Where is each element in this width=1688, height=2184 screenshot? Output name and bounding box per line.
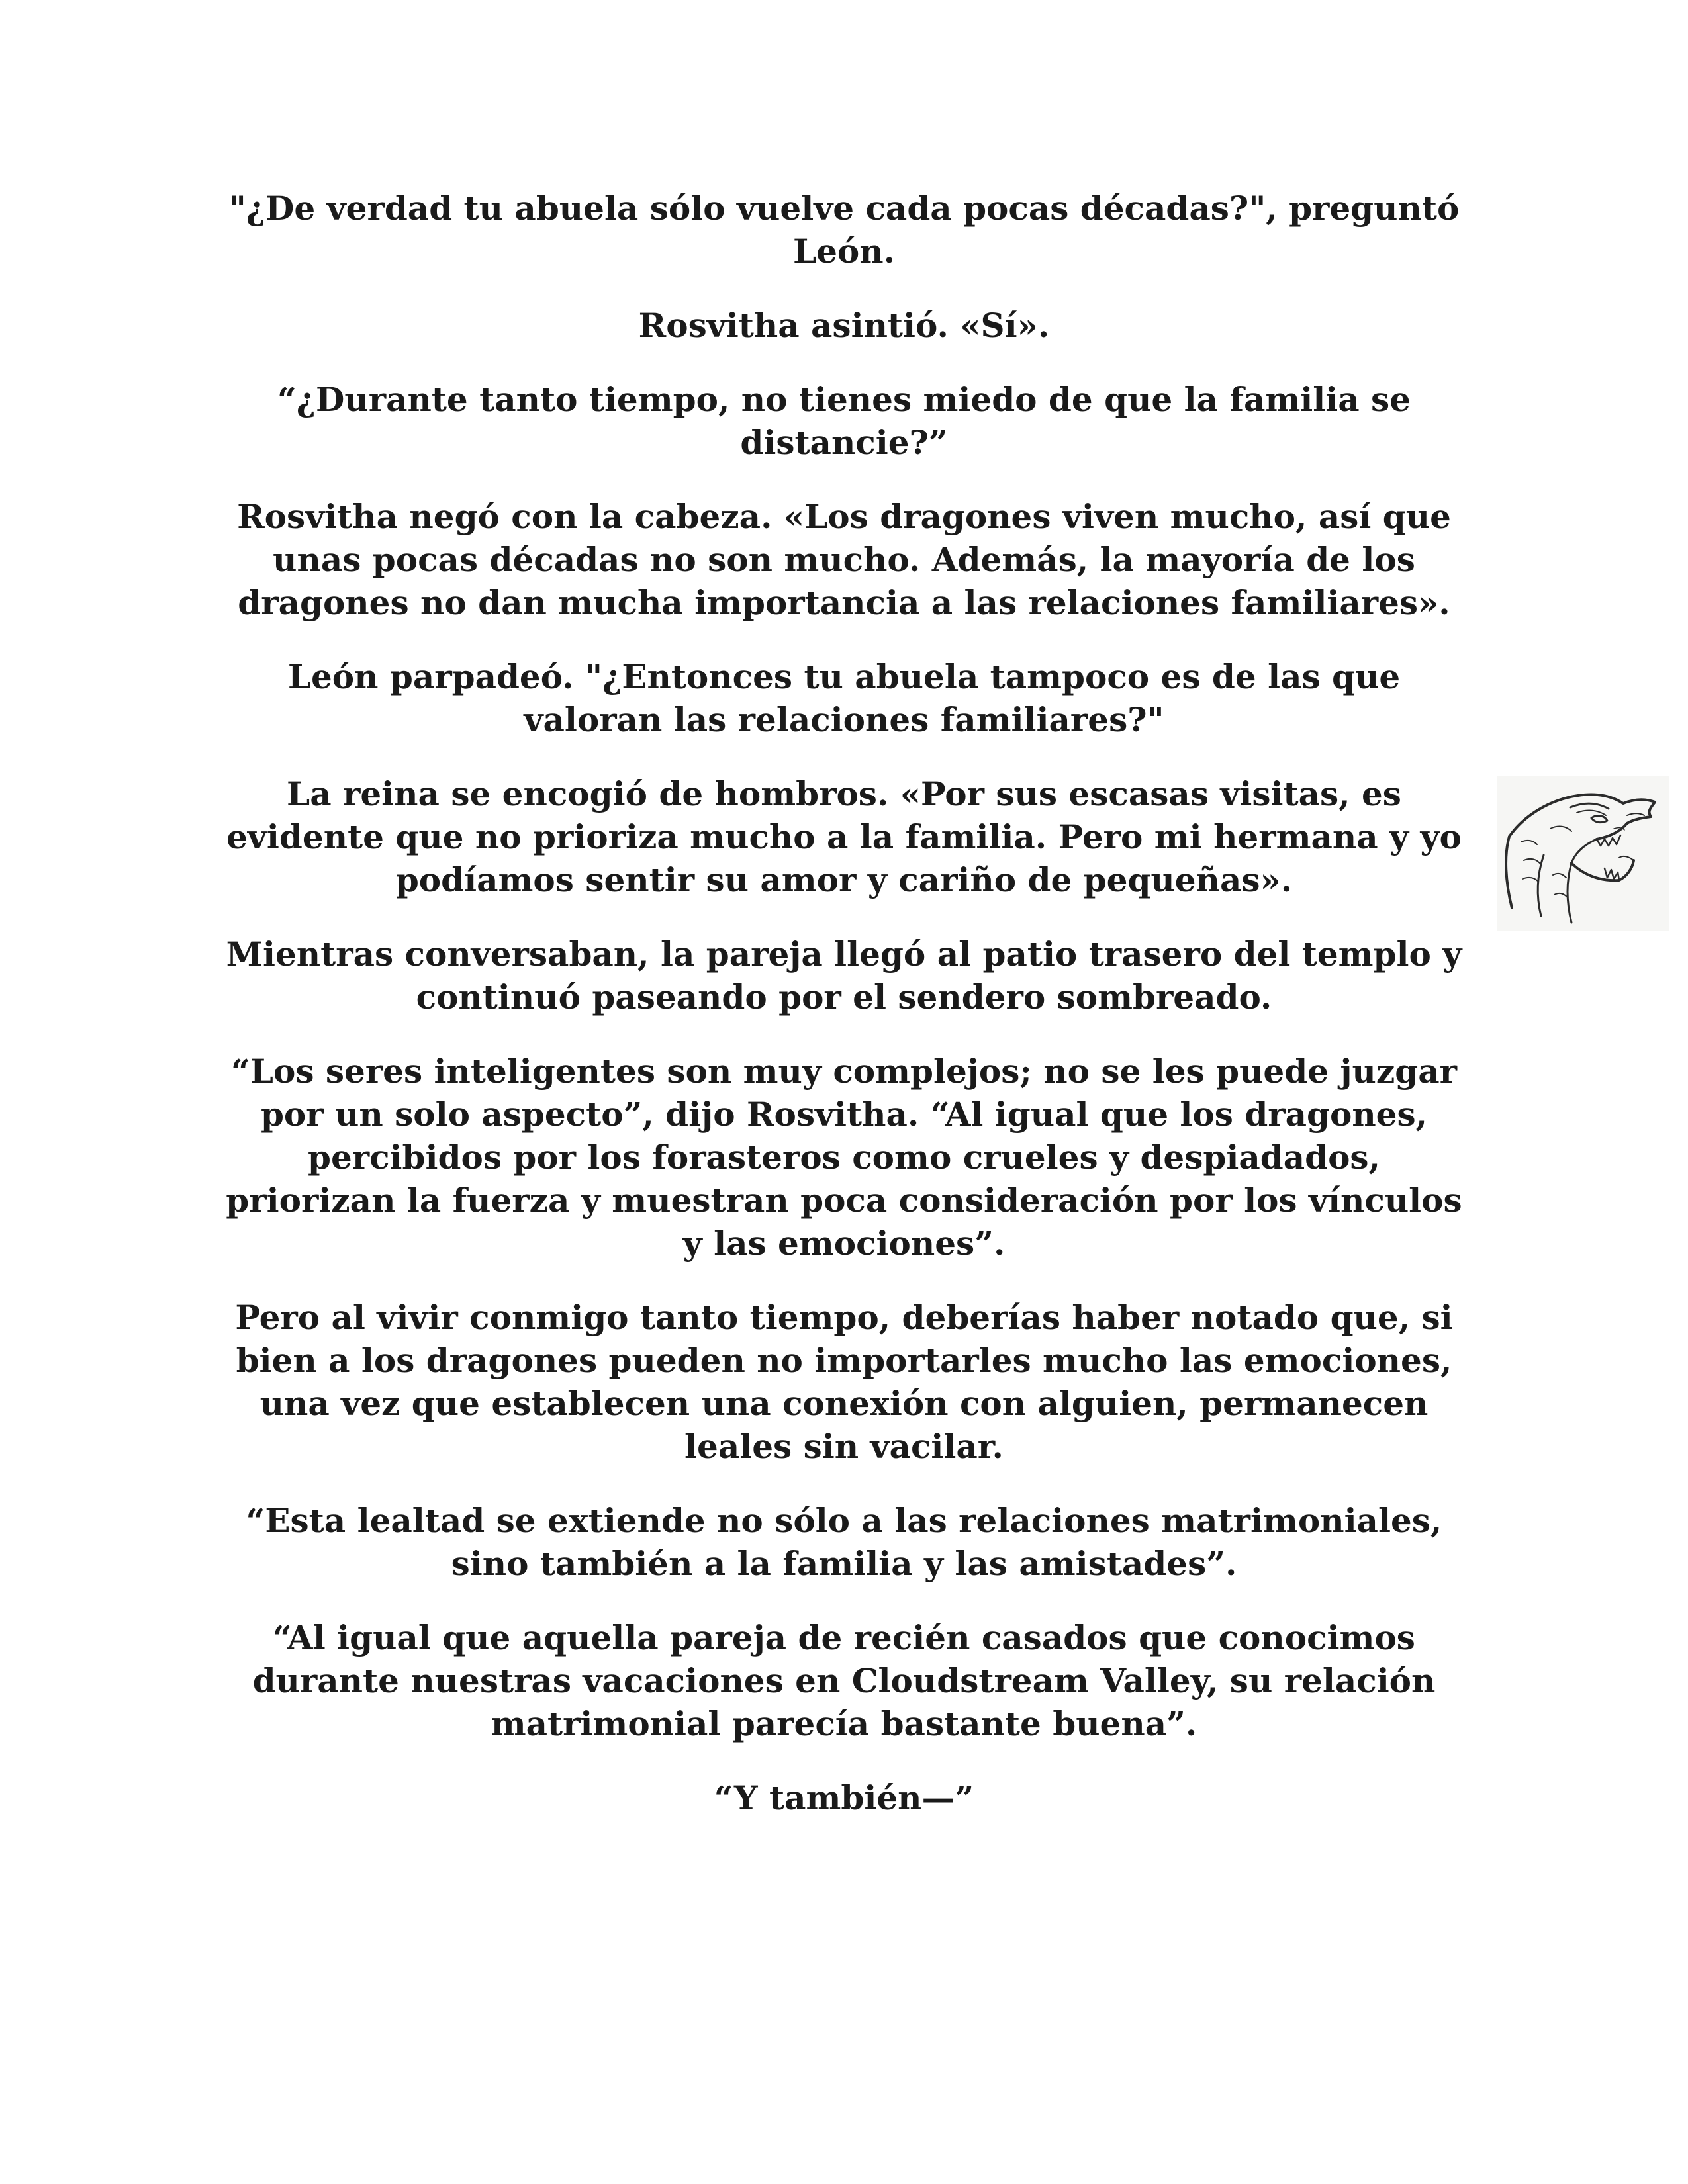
paragraph-12: “Y también—” [714, 1778, 974, 1817]
paragraph-10: “Esta lealtad se extiende no sólo a las relaciones matrimoniales, sino también a la familia y las amistades”. [246, 1501, 1442, 1583]
story-text-column [225, 187, 1463, 1850]
paragraph-1: "¿De verdad tu abuela sólo vuelve cada pocas décadas?", preguntó León. [228, 189, 1460, 271]
paragraph-6: La reina se encogió de hombros. «Por sus escasas visitas, es evidente que no prioriza mucho a la familia. Pero mi hermana y yo podíamos sentir su amor y cariño de pequeñas». [226, 774, 1462, 899]
paragraph-9: Pero al vivir conmigo tanto tiempo, deberías haber notado que, si bien a los dragones pueden no importarles mucho las emociones, una vez que establecen una conexión con alguien, permanecen leales sin vacilar. [235, 1298, 1453, 1466]
paragraph-4: Rosvitha negó con la cabeza. «Los dragones viven mucho, así que unas pocas décadas no son mucho. Además, la mayoría de los dragones no dan mucha importancia a las relaciones familiares». [237, 497, 1451, 622]
paragraph-2: Rosvitha asintió. «Sí». [638, 306, 1050, 345]
paragraph-11: “Al igual que aquella pareja de recién casados que conocimos durante nuestras vacaciones en Cloudstream Valley, su relación matrimonial parecía bastante buena”. [252, 1618, 1436, 1743]
paragraph-8: “Los seres inteligentes son muy complejos; no se les puede juzgar por un solo aspecto”, dijo Rosvitha. “Al igual que los dragones, percibidos por los forasteros como crueles y despiadados, priorizan la fuerza y muestran poca consideración por los vínculos y las emociones”. [226, 1052, 1462, 1263]
dragon-head-sketch-icon [1497, 776, 1669, 931]
paragraph-3: “¿Durante tanto tiempo, no tienes miedo de que la familia se distancie?” [277, 380, 1411, 462]
paragraph-7: Mientras conversaban, la pareja llegó al patio trasero del templo y continuó paseando por el sendero sombreado. [226, 934, 1462, 1017]
paragraph-5: León parpadeó. "¿Entonces tu abuela tampoco es de las que valoran las relaciones familiares?" [287, 657, 1401, 739]
